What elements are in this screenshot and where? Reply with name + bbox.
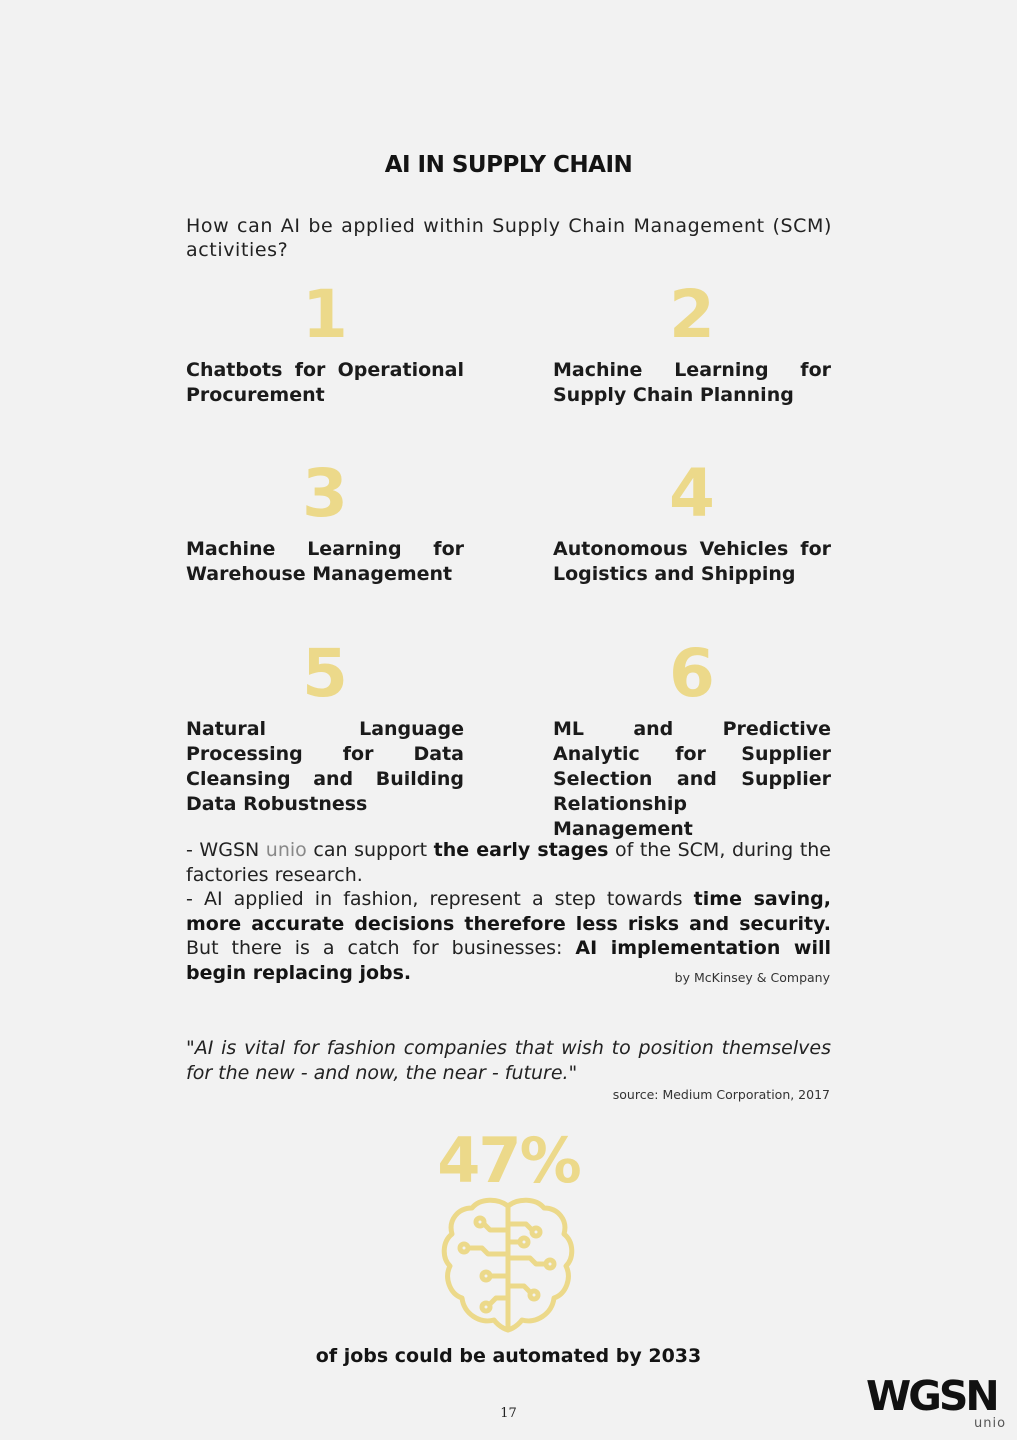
item-label: Chatbots for Operational Procurement <box>186 359 464 406</box>
quote-source: source: Medium Corporation, 2017 <box>612 1087 830 1102</box>
item-label: ML and Predictive Analytic for Supplier Selection and Supplier Relationship Management <box>553 718 831 840</box>
body-paragraph-1: - WGSN unio can support the early stages of the SCM, during the factories research. <box>186 839 831 886</box>
stat-value: 47% <box>437 1124 580 1197</box>
credit-mckinsey: by McKinsey & Company <box>674 970 830 985</box>
item-label: Machine Learning for Warehouse Management <box>186 538 464 585</box>
logo-subtitle: unio <box>974 1416 1007 1431</box>
body-text <box>186 838 831 985</box>
page-number: 17 <box>500 1406 517 1421</box>
item-4 <box>553 455 831 587</box>
page-title: AI IN SUPPLY CHAIN <box>384 152 633 178</box>
item-2 <box>553 276 831 408</box>
item-5 <box>186 635 464 817</box>
item-number: 2 <box>669 276 715 353</box>
item-number: 4 <box>669 455 715 532</box>
item-number: 3 <box>302 455 348 532</box>
quote-text: "AI is vital for fashion companies that wish to position themselves for the new - and now, the near - future." <box>186 1037 831 1084</box>
item-number: 1 <box>302 276 348 353</box>
item-label: Natural Language Processing for Data Cleansing and Building Data Robustness <box>186 718 464 815</box>
item-number: 6 <box>669 635 715 712</box>
item-6 <box>553 635 831 842</box>
brand-unio: unio <box>265 839 307 861</box>
item-3 <box>186 455 464 587</box>
item-1 <box>186 276 464 408</box>
item-label: Machine Learning for Supply Chain Planning <box>553 359 831 406</box>
item-number: 5 <box>302 635 348 712</box>
brain-circuit-icon <box>440 1196 576 1336</box>
body-paragraph-2: - AI applied in fashion, represent a step towards time saving, more accurate decisions therefore less risks and security. But there is a catch for businesses: AI implementation will begin replacing jobs. <box>186 888 831 984</box>
item-label: Autonomous Vehicles for Logistics and Shipping <box>553 538 831 585</box>
wgsn-logo: WGSN <box>866 1372 997 1420</box>
stat-caption: of jobs could be automated by 2033 <box>315 1345 702 1367</box>
intro-question: How can AI be applied within Supply Chain Management (SCM) activities? <box>186 215 832 261</box>
